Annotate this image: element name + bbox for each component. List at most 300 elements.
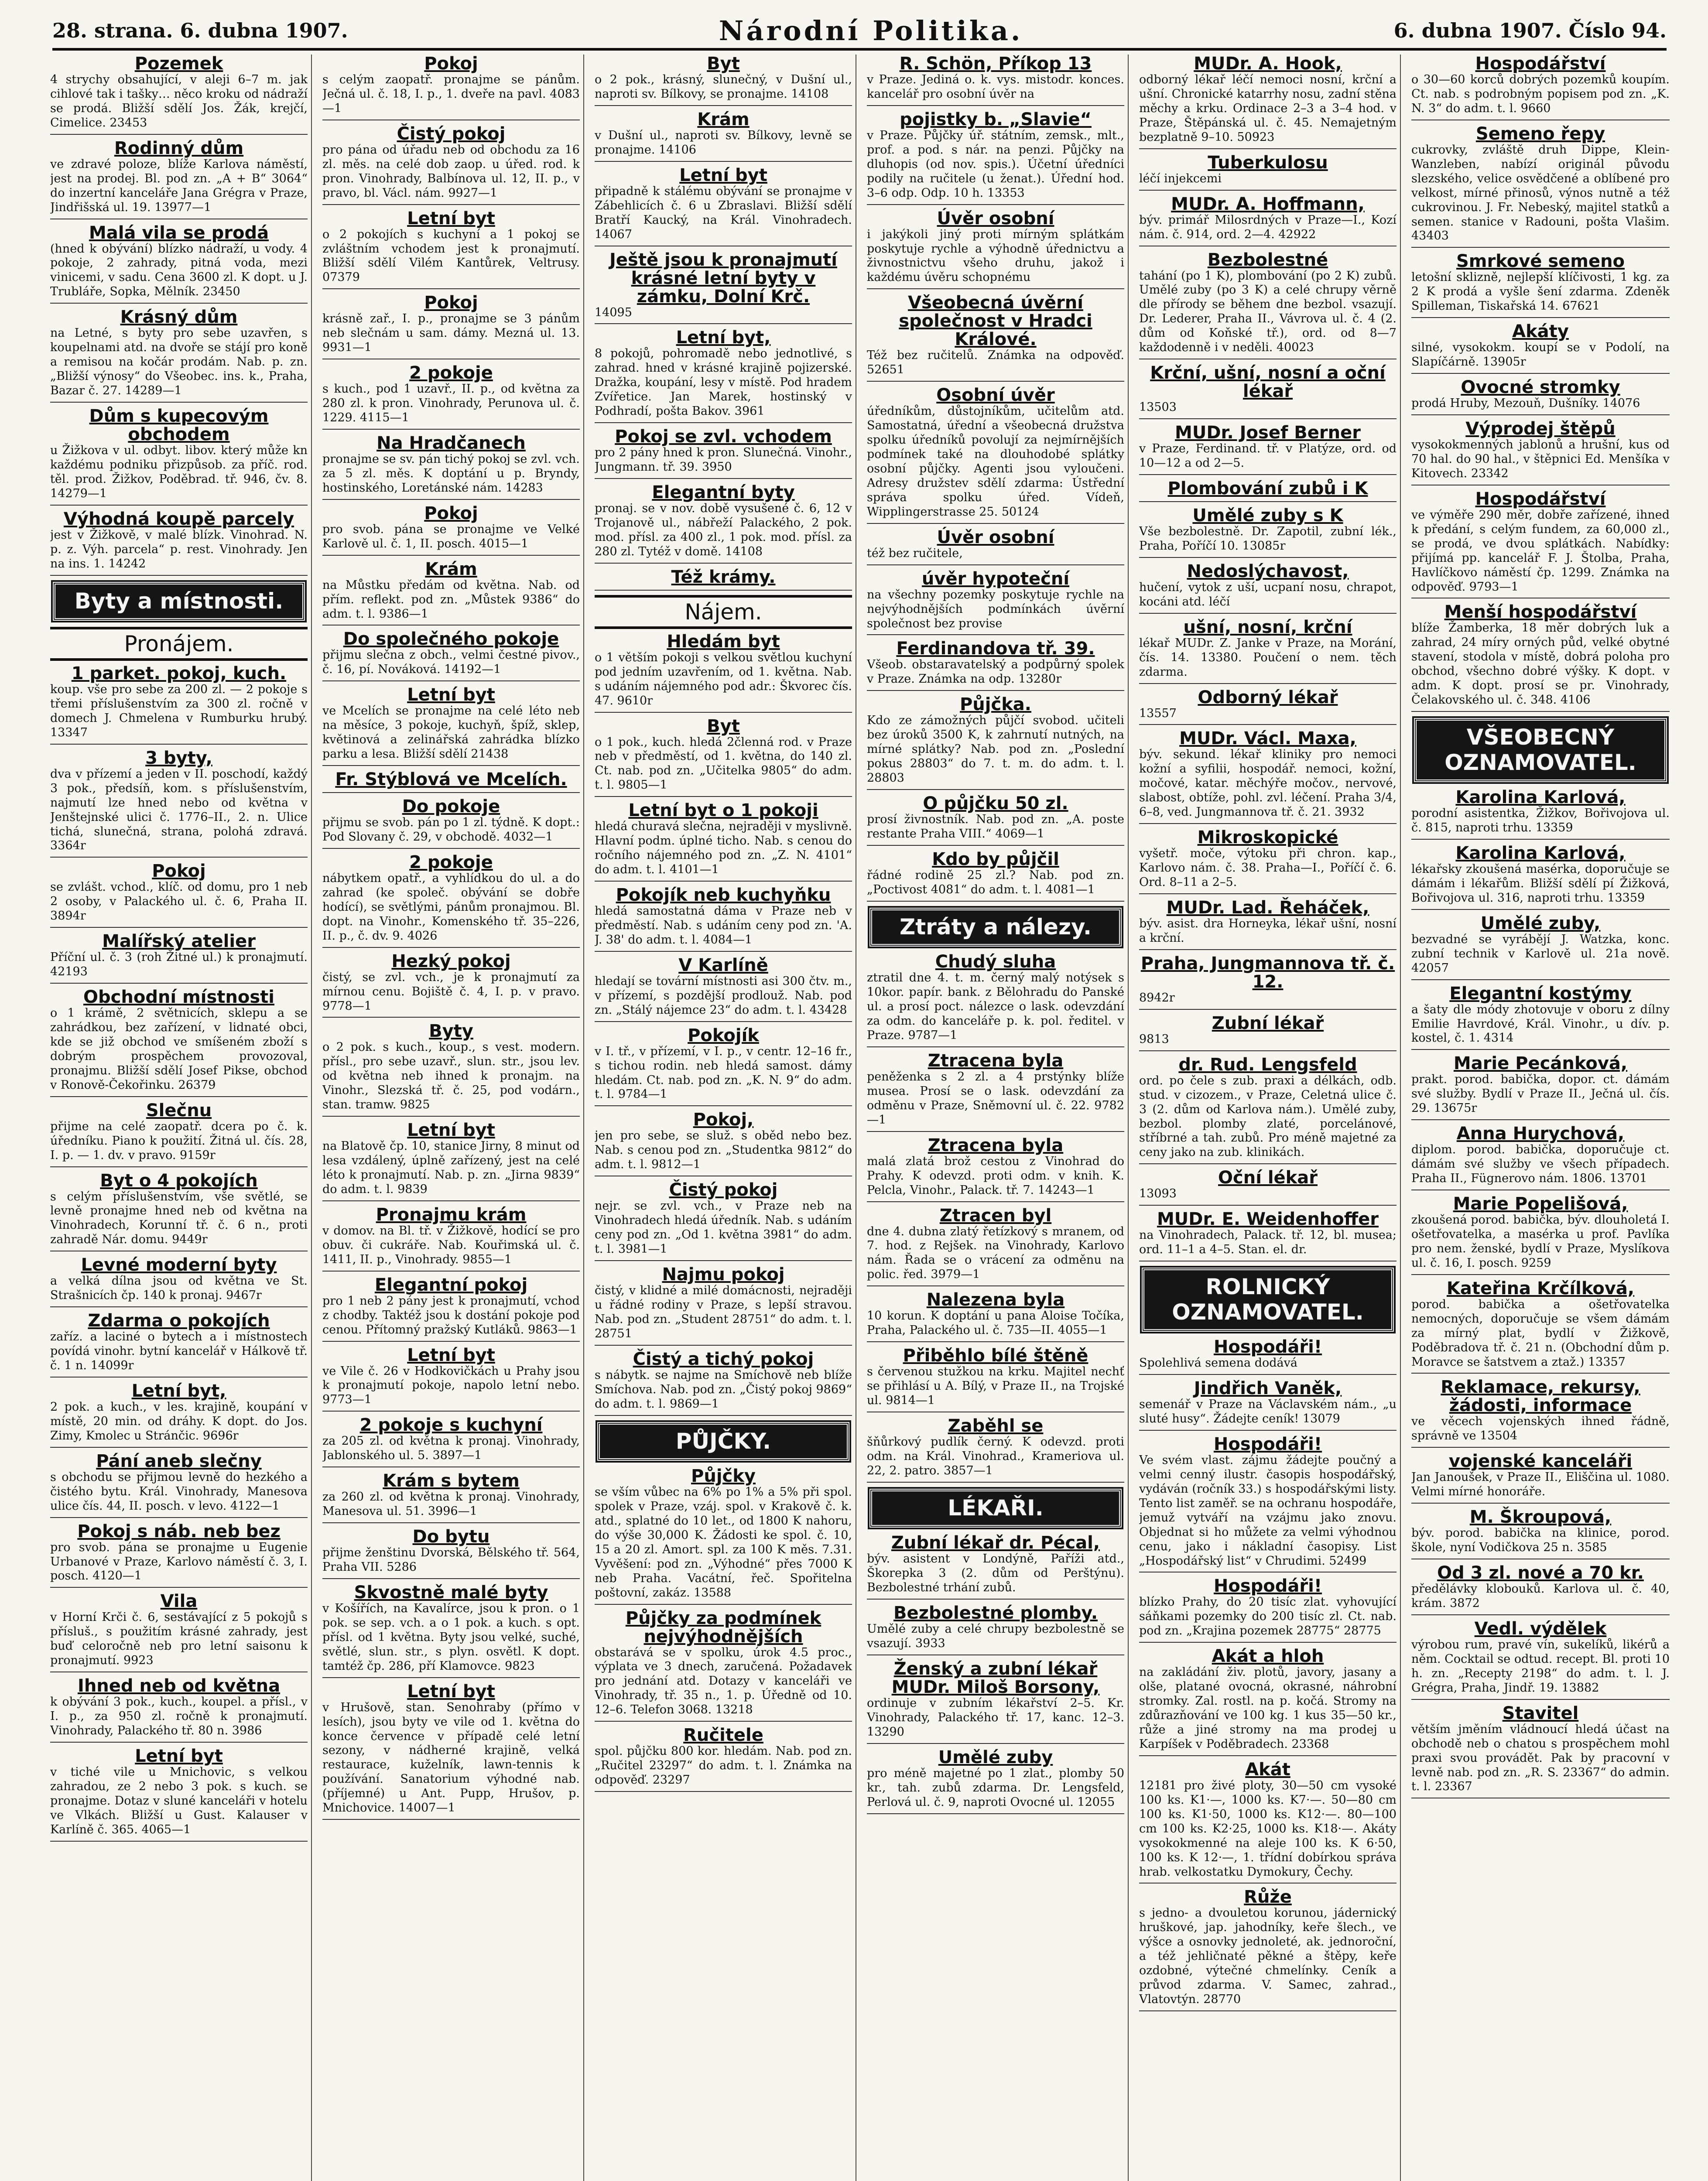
- ad-body: lékařsky zkoušená masérka, doporučuje se dámám i lékařům. Bližší sdělí pí Žižková, Bořivojova ul. 316, naproti trhu. 13359: [1411, 862, 1670, 905]
- classified-ad: [1139, 1379, 1397, 1431]
- ad-headline: Elegantní byty: [652, 482, 795, 503]
- ad-body: šňůrkový pudlík černý. K odevzd. proti odm. na Král. Vinohrad., Krameriova ul. 22, 2. patro. 3857—1: [867, 1435, 1124, 1477]
- classified-ad: [1139, 954, 1397, 1010]
- ad-body: vyšetř. moče, výtoku při chron. kap., Karlovo nám. č. 38. Praha—I., Poříčí č. 6. Ord. 8–11 a 2–5.: [1139, 847, 1397, 889]
- ad-headline: Čistý pokoj: [397, 123, 506, 144]
- classified-ad: [1411, 378, 1670, 415]
- ad-body: 2 pok. a kuch., v les. krajině, koupání v místě, 20 min. od dráhy. K dopt. do Jos. Zimy, Kmolec u Stránčic. 9696r: [50, 1400, 308, 1443]
- ad-body: i jakýkoli jiný proti mírným splátkám poskytuje rychle a výhodně úřednictvu a živnostnictvu všeho druhu, jakož i každému úvěru schopnému: [867, 227, 1124, 284]
- ad-headline: Plombování zubů i K: [1167, 478, 1368, 499]
- classified-ad: [867, 209, 1124, 290]
- classified-ad: [50, 1256, 308, 1307]
- ad-body: čistý, se zvl. vch., je k pronajmutí za mírnou cenu. Bojiště č. 4, I. p. v pravo. 9778—1: [322, 970, 580, 1013]
- ad-headline: Letní byt,: [676, 328, 771, 348]
- ad-headline: Slečnu: [146, 1100, 212, 1121]
- classified-ad: [1411, 603, 1670, 712]
- classified-ad: [1411, 788, 1670, 840]
- ad-headline: Byty: [429, 1021, 473, 1042]
- ad-body: nábytkem opatř., a vyhlídkou do ul. a do zahrad (ke společ. obývání se dobře hodící), se světlými, pánům pronajmou. Bl. dopt. na Vinohr., Komenského tř. 35–226, II. p., č. dv. 9. 4026: [322, 871, 580, 943]
- ad-headline: 2 pokoje s kuchyní: [359, 1415, 543, 1436]
- ad-headline: Tuberkulosu: [1208, 152, 1328, 173]
- ad-body: cukrovky, zvláště druh Dippe, Klein-Wanzleben, nabízí originál původu slezského, velice osvědčené a oblíbené pro velkost, mírné přinosů, výnos nutně a též cukrovinou. J. Fr. Nebeský, majitel statků a semen. stanice v Radouni, pošta Vlašim. 43403: [1411, 143, 1670, 243]
- ad-body: se vším vůbec na 6% po 1% a 5% při spol. spolek v Praze, vzáj. spol. v Krakově č. k. atd., splatné do 10 let., od 1800 K nahoru, do výše 30,000 K. Žádosti ke spol. č. 10, 15 a 20 zl. Amort. spl. za 100 K měs. 7.31. Vyvěšení: pod zn. „Výhodné“ přes 7000 K neb Praha. Vacátní, řeč. Spořitelna poštovní, zakáz. 13588: [595, 1485, 852, 1600]
- classified-ad: [322, 853, 580, 948]
- classified-ad: [50, 1747, 308, 1842]
- ad-headline: Ztracena byla: [928, 1050, 1064, 1071]
- ad-body: v Košířích, na Kavalírce, jsou k pron. o 1 pok. se sep. vch. a o 1 pok. a kuch. s opt. přísl. od 1 května. Byty jsou velké, suché, světlé, slun. str., s plyn. osvětl. K dopt. tamtéž čp. 286, pří Klamovce. 9823: [322, 1601, 580, 1673]
- ad-headline: Chudý sluha: [935, 952, 1056, 972]
- ad-headline: Odborný lékař: [1198, 687, 1338, 708]
- ad-body: na všechny pozemky poskytuje rychle na nejvýhodnějších podmínkách úvěrní společnost bez provise: [867, 588, 1124, 630]
- ad-headline: 2 pokoje: [409, 363, 493, 383]
- ad-headline: Bezbolestné: [1207, 250, 1328, 270]
- ad-headline: Reklamace, rekursy, žádosti, informace: [1441, 1377, 1640, 1416]
- classified-ad: [867, 794, 1124, 846]
- classified-ad: [867, 294, 1124, 382]
- ad-body: léčí injekcemi: [1139, 171, 1222, 185]
- ad-headline: Najmu pokoj: [662, 1264, 785, 1285]
- ad-body: se zvlášt. vchod., klíč. od domu, pro 1 neb 2 osoby, v Palackého ul. č. 6, Praha II. 3894r: [50, 880, 308, 923]
- classified-ad: [322, 209, 580, 290]
- ad-body: ve výměře 290 měr, dobře zařízené, ihned k předání, s celým fundem, za 60,000 zl., se prodá, ve dvou splátkách. Nabídky: přijímá pp. kancelář F. J. Štolba, Praha, Havlíčkovo náměstí čp. 1299. Známka na odpověď. 9793—1: [1411, 508, 1670, 594]
- ad-body: s červenou stužkou na krku. Majitel nechť se přihlásí u A. Bílý, v Praze II., na Trojské ul. 9814—1: [867, 1365, 1124, 1407]
- classified-ad: [1411, 914, 1670, 980]
- ad-body: větším jměním vládnoucí hledá účast na obchodě neb o chatou s prospěchem mohl praxi svou provádět. Pak by pracovní v levně nab. pod zn. „R. S. 23367“ do admin. t. l. 23367: [1411, 1722, 1670, 1794]
- ad-body: 8942r: [1139, 991, 1175, 1005]
- classified-ad: [1139, 424, 1397, 475]
- classified-ad: [867, 1347, 1124, 1412]
- classified-ad: [50, 1452, 308, 1518]
- ad-headline: Karolina Karlová,: [1455, 843, 1626, 863]
- section-banner-byty: Byty a místnosti.: [53, 582, 305, 621]
- ad-body: 8 pokojů, pohromadě nebo jednotlivé, s zahrad. hned v krásné krajině pojizerské. Dražka, koupání, lesy v místě. Pod hradem Zvířetice. Jan Marek, hostinský v Podhradí, pošta Bakov. 3961: [595, 347, 852, 418]
- ad-body: 13557: [1139, 706, 1177, 720]
- classified-ad: [867, 1604, 1124, 1655]
- classified-ad: [595, 328, 852, 423]
- classified-ad: [867, 1052, 1124, 1132]
- ad-body: porodní asistentka, Žižkov, Bořivojova ul. č. 815, naproti trhu. 13359: [1411, 807, 1670, 834]
- ad-headline: Letní byt: [407, 1681, 495, 1702]
- ad-headline: Ztracena byla: [928, 1135, 1064, 1155]
- ad-headline: Pozemek: [134, 55, 223, 74]
- ad-headline: Hospodářství: [1475, 489, 1606, 509]
- ad-body: jen pro sebe, se služ. s oběd nebo bez. Nab. s cenou pod zn. „Studentka 9812“ do adm. t. l. 9812—1: [595, 1129, 852, 1172]
- ad-body: v Praze, Ferdinand. tř. v Platýze, ord. od 10—12 a od 2—5.: [1139, 442, 1397, 470]
- ad-headline: Letní byt: [407, 1120, 495, 1141]
- ad-body: též bez ručitele,: [867, 546, 963, 560]
- ad-headline: Pání aneb slečny: [96, 1451, 262, 1471]
- classified-ad: [867, 639, 1124, 691]
- ad-headline: Vedl. výdělek: [1474, 1618, 1607, 1639]
- ad-body: o 2 pokojích s kuchyní a 1 pokoj se zvláštním vchodem jest k pronajmutí. Bližší sdělí Vilém Kantůrek, Veltrusy. 07379: [322, 227, 580, 284]
- ad-headline: Jindřich Vaněk,: [1194, 1378, 1342, 1399]
- ad-body: za 260 zl. od května k pronaj. Vinohrady, Manesova ul. 51. 3996—1: [322, 1490, 580, 1518]
- ad-body: lékař MUDr. Z. Janke v Praze, na Morání, čís. 14. 13380. Poučení o nem. těch zdarma.: [1139, 636, 1397, 679]
- classified-ad: [50, 308, 308, 403]
- ad-body: s kuch., pod 1 uzavř., II. p., od května za 280 zl. k pron. Vinohrady, Perunova ul. č. 1229. 4115—1: [322, 382, 580, 424]
- ad-headline: Do společného pokoje: [343, 629, 559, 650]
- ad-body: pronajme se sv. pán tichý pokoj se zvl. vch. za 5 zl. měs. K doptání u p. Bryndy, hostinského, Loretánské nám. 14283: [322, 452, 580, 495]
- classified-ad: [595, 1467, 852, 1605]
- classified-ad: [50, 862, 308, 928]
- ad-headline: Letní byt: [679, 165, 767, 185]
- ad-body: přijme ženštinu Dvorská, Bělského tř. 564, Praha VII. 5286: [322, 1546, 580, 1574]
- classified-ad: [1139, 729, 1397, 824]
- ad-headline: Pokoj se zvl. vchodem: [615, 427, 832, 447]
- ad-headline: Umělé zuby s K: [1192, 505, 1343, 526]
- classified-ad: [867, 850, 1124, 902]
- ad-headline: Čistý pokoj: [669, 1180, 778, 1200]
- ad-headline: Hospodáři!: [1213, 1434, 1322, 1454]
- classified-ad: [1139, 688, 1397, 725]
- issue-number: 6. dubna 1907. Číslo 94.: [1393, 19, 1667, 42]
- classified-ad: [867, 1534, 1124, 1600]
- newspaper-title: Národní Politika.: [719, 14, 1023, 47]
- classified-ad: [322, 770, 580, 793]
- classified-ad: [1139, 562, 1397, 614]
- ad-headline: Mikroskopické: [1197, 827, 1338, 848]
- classified-ad: [595, 1111, 852, 1176]
- ad-headline: Skvostně malé byty: [354, 1582, 548, 1603]
- classified-ad: [1411, 1564, 1670, 1615]
- ad-body: za 205 zl. od května k pronaj. Vinohrady, Jablonského ul. 5. 3897—1: [322, 1434, 580, 1463]
- classified-ad: [1139, 899, 1397, 950]
- ad-headline: úvěr hypoteční: [921, 568, 1070, 589]
- ad-headline: Výhodná koupě parcely: [63, 509, 294, 529]
- classified-ad: [1139, 1169, 1397, 1206]
- ad-headline: Úvěr osobní: [937, 527, 1054, 547]
- classified-ad: [50, 749, 308, 858]
- ad-headline: Malá vila se prodá: [89, 222, 269, 243]
- ad-body: čistý, v klidné a milé domácnosti, nejraději u řádné rodiny v Praze, s lepší stravou. Nab. pod zn. „Student 28751“ do adm. t. l. 28751: [595, 1283, 852, 1340]
- classified-ad: [322, 797, 580, 849]
- ad-headline: Do bytu: [412, 1527, 490, 1547]
- classified-ad: [1139, 1761, 1397, 1884]
- ad-headline: MUDr. A. Hoffmann,: [1171, 194, 1365, 214]
- ad-headline: 1 parket. pokoj, kuch.: [71, 663, 287, 684]
- classified-ad: [322, 1121, 580, 1201]
- ad-headline: R. Schön, Příkop 13: [899, 55, 1092, 74]
- ad-body: Příční ul. č. 3 (roh Žitné ul.) k pronajmutí. 42193: [50, 950, 308, 979]
- ad-body: býv. porod. babička na klinice, porod. škole, nyní Vodičkova 25 n. 3585: [1411, 1526, 1670, 1555]
- ad-headline: Výprodej štěpů: [1465, 419, 1616, 439]
- classified-ad: [1139, 1210, 1397, 1261]
- column-6: [1411, 55, 1673, 2181]
- ad-headline: Od 3 zl. nové a 70 kr.: [1437, 1563, 1644, 1583]
- ad-body: v I. tř., v přízemí, v I. p., v centr. 12–16 fr., s tichou rodin. neb hledá samost. dámy hledám. Ct. nab. pod zn. „K. N. 9“ do adm. t. l. 9784—1: [595, 1044, 852, 1101]
- ad-headline: Ručitele: [683, 1725, 763, 1746]
- classified-ad: [595, 568, 852, 591]
- classified-ad: [595, 632, 852, 713]
- ad-body: o 2 pok. s kuch., koup., s vest. modern. přísl., pro sebe uzavř., slun. str., jsou lev. od května neb ihned k pronajm. na Vinohr., Slezská tř. č. 25, pod vodárn., stan. tramw. 9825: [322, 1040, 580, 1112]
- ad-body: na Blatově čp. 10, stanice Jirny, 8 minut od lesa vzdálený, úplně zařízený, jest na celé léto k pronajmutí. Nab. p. zn. „Jirna 9839“ do adm. t. l. 9839: [322, 1139, 580, 1196]
- classified-ad: [322, 294, 580, 359]
- ad-body: zkoušená porod. babička, býv. dlouholetá I. ošetřovatelka, a masérka u prof. Pavlíka pro nem. ženské, bydlí v Praze, Myslíkova ul. č. 16, I. posch. 9259: [1411, 1213, 1670, 1270]
- ad-headline: Pokoj: [152, 861, 206, 882]
- classified-ad: [595, 55, 852, 106]
- ad-headline: Akát: [1245, 1759, 1290, 1780]
- column-2: [322, 55, 584, 2181]
- page-header: [52, 13, 1667, 51]
- classified-ad: [1139, 1577, 1397, 1643]
- classified-ad: [50, 224, 308, 304]
- page-number-date: 28. strana. 6. dubna 1907.: [52, 19, 348, 42]
- ad-headline: Vila: [160, 1591, 198, 1612]
- ad-headline: V Karlíně: [678, 955, 768, 975]
- ad-headline: Pokoj,: [693, 1110, 754, 1130]
- ad-headline: Čistý a tichý pokoj: [633, 1349, 814, 1369]
- classified-ad: [1411, 1125, 1670, 1190]
- classified-ad: [1139, 1056, 1397, 1165]
- ad-headline: Úvěr osobní: [937, 208, 1054, 229]
- ad-body: 14095: [595, 305, 632, 319]
- ad-headline: Smrkové semeno: [1456, 251, 1625, 272]
- ad-headline: Hospodářství: [1475, 55, 1606, 74]
- classified-ad: [50, 510, 308, 576]
- ad-headline: Též krámy.: [671, 567, 776, 587]
- ad-headline: Zubní lékař dr. Pécal,: [891, 1533, 1100, 1553]
- classified-ad: [322, 1346, 580, 1412]
- ad-body: předělávky klobouků. Karlova ul. č. 40, krám. 3872: [1411, 1582, 1670, 1610]
- classified-ad: [1139, 251, 1397, 360]
- ad-body: 13503: [1139, 400, 1177, 414]
- classified-ad: [1411, 985, 1670, 1050]
- ad-body: semenář v Praze na Václavském nám., „u sluté husy“. Žádejte ceník! 13079: [1139, 1398, 1397, 1426]
- ad-headline: M. Škroupová,: [1469, 1507, 1612, 1528]
- classified-ad: [595, 483, 852, 564]
- ad-body: k obývání 3 pok., kuch., koupel. a přísl., v I. p., za 950 zl. ročně k pronajmutí. Vinohrady, Palackého tř. 80 n. 3986: [50, 1695, 308, 1737]
- classified-ad: [595, 166, 852, 246]
- classified-ad: [595, 1726, 852, 1792]
- ad-headline: vojenské kanceláři: [1448, 1451, 1633, 1472]
- section-banner-ztraty: Ztráty a nálezy.: [869, 908, 1122, 947]
- classified-ad: [1139, 828, 1397, 894]
- classified-ad: [1411, 490, 1670, 599]
- ad-headline: Nalezena byla: [926, 1290, 1065, 1310]
- ad-headline: Akát a hloh: [1212, 1646, 1324, 1667]
- classified-ad: [50, 1101, 308, 1167]
- ad-body: pro svob. pána se pronajme ve Velké Karlově ul. č. 1, II. posch. 4015—1: [322, 522, 580, 550]
- ad-body: jest v Žižkově, v malé blízk. Vinohrad. N. p. z. Výh. parcela“ p. rest. Vinohrady. Jen na ins. 1. 14242: [50, 528, 308, 571]
- classified-ad: [322, 504, 580, 556]
- ad-headline: Kdo by půjčil: [932, 849, 1059, 869]
- ad-headline: Zaběhl se: [948, 1415, 1044, 1436]
- classified-ad: [322, 434, 580, 500]
- ad-headline: Krční, ušní, nosní a oční lékař: [1150, 363, 1386, 402]
- ad-body: ztratil dne 4. t. m. černý malý notýsek s 10kor. papír. bank. z Bělohradu do Panské ul. a prosí poct. nálezce o lask. odevzdání za odm. do kanceláře p. k. pol. ředitel. v Praze. 9787—1: [867, 971, 1124, 1042]
- classified-ad: [867, 1207, 1124, 1287]
- ad-headline: Nedoslýchavost,: [1187, 561, 1349, 581]
- classified-ad: [322, 55, 580, 120]
- ad-body: 10 korun. K doptání u pana Aloise Točíka, Praha, Palackého ul. č. 735—II. 4055—1: [867, 1309, 1124, 1337]
- ad-body: na Můstku předám od května. Nab. od přím. reflekt. pod zn. „Můstek 9386“ do adm. t. l. 9386—1: [322, 578, 580, 621]
- ad-body: pro 2 pány hned k pron. Slunečná. Vinohr., Jungmann. tř. 39. 3950: [595, 446, 852, 474]
- classified-ad: [322, 686, 580, 766]
- ad-headline: Marie Pecánková,: [1453, 1053, 1628, 1074]
- classified-ad: [1411, 1279, 1670, 1374]
- ad-headline: Menší hospodářství: [1444, 602, 1637, 622]
- ad-body: porod. babička a ošetřovatelka nemocných, doporučuje se všem dámám za mírný plat, bydlí v Žižkově, Poděbradova tř. č. 21 n. (Obchodní dům p. Moravce se šatstvem a ztaž.) 13357: [1411, 1297, 1670, 1369]
- ad-headline: pojistky b. „Slavie“: [900, 109, 1092, 130]
- ad-body: na Vinohradech, Palack. tř. 12, bl. musea; ord. 11–1 a 4–5. Stan. el. dr.: [1139, 1228, 1397, 1257]
- ad-body: v tiché vile u Mnichovic, s velkou zahradou, ze 2 nebo 3 pok. s kuch. se pronajme. Dotaz v sluné kanceláři v hotelu ve Vlkách. Bližší u Gust. Kalauser v Karlíně č. 365. 4065—1: [50, 1765, 308, 1836]
- ad-headline: Byt: [707, 55, 740, 74]
- ad-body: o 1 krámě, 2 světnicích, sklepu a se zahrádkou, bez zařízení, v lidnaté obci, kde se již obchod ve smíšeném zboží s dobrým prospěchem provozoval, pronajmu. Bližší sdělí Josef Pikse, obchod v Ronově-Čekořinku. 26379: [50, 1006, 308, 1092]
- ad-body: ve Vile č. 26 v Hodkovičkách u Prahy jsou k pronajmutí pokoje, napolo letní nebo. 9773—1: [322, 1364, 580, 1407]
- ad-body: koup. vše pro sebe za 200 zl. — 2 pokoje s třemi příslušenstvím za 300 zl. ročně v domech J. Chmelena v Rumburku hrubý. 13347: [50, 683, 308, 739]
- ad-body: obstarává se v spolku, úrok 4.5 proc., výplata ve 3 dnech, zaručená. Požadavek pro jednání atd. Dotazy v kanceláři ve Vinohrady, tř. 35 n., 1. p. Úředně od 10. 12–6. Telefon 3068. 13218: [595, 1645, 852, 1717]
- classified-ad: [867, 1660, 1124, 1744]
- classified-ad: [1411, 844, 1670, 910]
- ad-body: krásně zař., I. p., pronajme se 3 pánům neb slečnám u sam. dámy. Mezná ul. 13. 9931—1: [322, 312, 580, 355]
- ad-body: s celým zaopatř. pronajme se pánům. Ječná ul. č. 18, I. p., 1. dveře na pavl. 4083—1: [322, 73, 580, 115]
- column-3: [595, 55, 856, 2181]
- ad-headline: Dům s kupecovým obchodem: [89, 406, 269, 444]
- classified-ad: [595, 1350, 852, 1416]
- ad-headline: Ženský a zubní lékař MUDr. Miloš Borsony,: [891, 1658, 1100, 1697]
- classified-ad: [1139, 1888, 1397, 2011]
- ad-headline: Pokojík neb kuchyňku: [616, 885, 831, 905]
- classified-ad: [322, 364, 580, 430]
- ad-body: o 1 větším pokoji s velkou světlou kuchyní pod jedním uzavřením, od 1. května. Nab. s udáním nájemného pod adr.: Škvorec čís. 47. 9610r: [595, 650, 852, 708]
- ad-headline: Krám: [425, 559, 477, 579]
- ad-body: hučení, vytok z uší, ucpaní nosu, chrapot, kocáni atd. léčí: [1139, 580, 1397, 608]
- classified-ad: [1139, 618, 1397, 684]
- ad-headline: Byt: [707, 716, 740, 736]
- ad-body: malá zlatá brož cestou z Vinohrad do Prahy. K odevzd. proti odm. v knih. K. Pelcla, Vinohr., Palack. tř. 7. 14243—1: [867, 1154, 1124, 1197]
- ad-body: blízko Prahy, do 20 tisíc zlat. vyhovující sáňkami pozemky do 200 tisíc zl. Ct. nab. pod zn. „Krajina pozemek 28775“ 28775: [1139, 1595, 1397, 1638]
- ad-body: a velká dílna jsou od května ve St. Strašnicích čp. 140 k pronaj. 9467r: [50, 1274, 308, 1302]
- ad-headline: Umělé zuby: [938, 1747, 1053, 1767]
- ad-headline: Byt o 4 pokojích: [100, 1170, 258, 1191]
- ad-headline: Ferdinandova tř. 39.: [896, 639, 1095, 659]
- ad-body: s celým příslušenstvím, vše světlé, se levně pronajme hned neb od května na Vinohradech, Korunní tř. č. 6 n., proti zahradě Nár. domu. 9449r: [50, 1190, 308, 1247]
- ad-headline: Stavitel: [1502, 1703, 1579, 1723]
- ad-headline: Ihned neb od května: [77, 1676, 281, 1696]
- ad-headline: Umělé zuby,: [1480, 913, 1601, 933]
- classified-ad: [595, 110, 852, 162]
- classified-ad: [1139, 506, 1397, 558]
- ad-body: peněženka s 2 zl. a 4 prstýnky blíže musea. Prosí se o lask. odevzdání za odměnu v Praze, Sněmovní ul. č. 22. 9782—1: [867, 1070, 1124, 1127]
- section-heading-najem: Nájem.: [595, 595, 852, 629]
- classified-ad: [1411, 1452, 1670, 1504]
- ad-body: pronaj. se v nov. době vysušené č. 6, 12 v Trojanově ul., nábřeží Palackého, 2 pok. mod. přísl. za 400 zl., 1 pok. mod. přísl. za 280 zl. Tytéž v domě. 14108: [595, 502, 852, 558]
- ad-headline: Karolina Karlová,: [1455, 787, 1626, 808]
- classified-ad: [1139, 154, 1397, 191]
- ad-headline: Rodinný dům: [114, 138, 244, 158]
- classified-ad: [50, 1312, 308, 1378]
- ad-body: Též bez ručitelů. Známka na odpověď. 52651: [867, 349, 1124, 377]
- ad-headline: Růže: [1244, 1887, 1292, 1908]
- ad-headline: Praha, Jungmannova tř. č. 12.: [1140, 953, 1395, 992]
- classified-ad: [1139, 364, 1397, 419]
- ad-headline: Levné moderní byty: [81, 1255, 277, 1275]
- ad-body: býv. asistent v Londýně, Paříži atd., Škorepka 3 (2. dům od Perštýnu). Bezbolestné trhání zubů.: [867, 1552, 1124, 1595]
- classified-ad: [1411, 1054, 1670, 1120]
- ad-body: pro 1 neb 2 pány jest k pronajmutí, vchod z chodby. Taktéž jsou k dostání pokoje pod cenou. Přítomný pražský Kutláků. 9863—1: [322, 1294, 580, 1337]
- ad-body: prosí živnostník. Nab. pod zn. „A. poste restante Praha VIII.“ 4069—1: [867, 813, 1124, 841]
- ad-headline: dr. Rud. Lengsfeld: [1178, 1054, 1357, 1075]
- ad-headline: Ztracen byl: [939, 1205, 1052, 1226]
- ad-body: s obchodu se přijmou levně do hezkého a čistého bytu. Král. Vinohrady, Manesova ulice čís. 44, II. posch. v levo. 4122—1: [50, 1470, 308, 1513]
- ad-headline: Bezbolestné plomby.: [893, 1603, 1098, 1624]
- classified-ad: [867, 695, 1124, 790]
- ad-body: s jedno- a dvouletou korunou, jádernický hruškové, jap. jahodníky, keře šlech., ve výšce a osnovky jednoleté, ak. jednoroční, a též jehličnaté pěkné a štěpy, keře ozdobné, výtečné chmelínky. Ceník a průvod zdarma. V. Samec, zahrad., Vlatovtýn. 28770: [1139, 1906, 1397, 2007]
- ad-headline: MUDr. Josef Berner: [1175, 423, 1361, 443]
- ad-body: býv. sekund. lékař kliniky pro nemoci kožní a syfilii, hospodář. nemoci, kožní, močové, katar. měchýře močov., nervové, slabost, obtíže, pohl. zvl. léčení. Praha 3/4, 6–8, ved. Jungmannova tř. č. 21. 3932: [1139, 748, 1397, 819]
- classified-ad: [1411, 322, 1670, 374]
- ad-headline: Přiběhlo bílé štěně: [903, 1346, 1088, 1366]
- ad-body: 12181 pro živé ploty, 30—50 cm vysoké 100 ks. K1·—, 1000 ks. K7·—. 50—80 cm 100 ks. K1·50, 1000 ks. K12·—. 80—100 cm 100 ks. K2·25, 1000 ks. K18·—. Akáty vysokokmenné na aleje 100 ks. K 6·50, 100 ks. K 12·—, 1. třídní dobírkou správa hrab. velkostatku Dymokury, Čechy.: [1139, 1778, 1397, 1879]
- ad-headline: Hospodáři!: [1213, 1337, 1322, 1357]
- classified-ad: [1139, 1647, 1397, 1756]
- ad-body: ve Mcelích se pronajme na celé léto neb na měsíce, 3 pokoje, kuchyň, špíž, sklep, květinová a zelinářská zahrádka blízko parku a lesa. Bližší sdělí 21438: [322, 704, 580, 761]
- ad-headline: Ještě jsou k pronajmutí krásné letní byty v zámku, Dolní Krč.: [609, 250, 837, 307]
- ad-headline: Pokoj: [424, 503, 478, 523]
- classified-ad: [1139, 195, 1397, 246]
- column-5: [1139, 55, 1401, 2181]
- section-banner-pujcky: PŮJČKY.: [597, 1422, 849, 1461]
- classified-ad: [322, 952, 580, 1018]
- ad-body: spol. půjčku 800 kor. hledám. Nab. pod zn. „Ručitel 23297“ do adm. t. l. Známka na odpověď. 23297: [595, 1744, 852, 1787]
- classified-ad: [595, 801, 852, 882]
- ad-headline: Krám: [697, 109, 750, 130]
- ad-body: 13093: [1139, 1187, 1177, 1201]
- classified-ad: [322, 1206, 580, 1272]
- column-4: [867, 55, 1129, 2181]
- ad-body: hledá churavá slečna, nejraději v myslivně. Hlavní podm. úplné ticho. Nab. s cenou do ročního nájemného pod zn. „Z. N. 4101“ do adm. t. l. 4101—1: [595, 820, 852, 877]
- ad-headline: Letní byt: [407, 1345, 495, 1365]
- classified-ad: [50, 1382, 308, 1448]
- classified-ad: [50, 664, 308, 745]
- ad-body: Kdo ze zámožných půjčí svobod. učiteli bez úroků 3500 K, k zahrnutí nutných, na mírné splátky? Nab. pod zn. „Poslední pokus 28803“ do 7. t. m. do adm. t. l. 28803: [867, 714, 1124, 785]
- classified-ad: [50, 1522, 308, 1588]
- classified-ad: [595, 956, 852, 1022]
- ad-body: Umělé zuby a celé chrupy bezbolestně se vsazují. 3933: [867, 1622, 1124, 1650]
- ad-body: zaříz. a laciné o bytech a i místnostech povídá vinohr. bytní kancelář v Hálkově tř. č. 1 n. 14099r: [50, 1330, 308, 1372]
- ad-body: přijmu slečna z obch., velmi čestné pivov., č. 16, pí. Nováková. 14192—1: [322, 648, 580, 677]
- ad-body: ordinuje v zubním lékařství 2–5. Kr. Vinohrady, Palackého tř. 17, kanc. 12–3. 13290: [867, 1696, 1124, 1739]
- ad-headline: MUDr. Lad. Řeháček,: [1166, 897, 1369, 918]
- classified-ad: [867, 953, 1124, 1047]
- classified-ad: [322, 125, 580, 205]
- ad-headline: Pokoj: [424, 293, 478, 313]
- classified-ad: [595, 886, 852, 952]
- ad-headline: Oční lékař: [1218, 1168, 1318, 1188]
- ad-headline: 3 byty,: [145, 748, 212, 768]
- classified-ad: [1411, 252, 1670, 318]
- ad-body: prodá Hruby, Mezouň, Dušníky. 14076: [1411, 397, 1640, 410]
- classified-ad: [595, 1265, 852, 1346]
- ad-headline: Půjčky za podmínek nejvýhodnějších: [625, 1608, 821, 1647]
- classified-ad: [322, 1416, 580, 1467]
- ad-headline: Půjčka.: [959, 694, 1031, 715]
- classified-ad: [50, 407, 308, 506]
- ad-body: bezvadné se vyrábějí J. Watzka, konc. zubní technik v Karlově ul. 21a nově. 42057: [1411, 932, 1670, 975]
- classified-ad: [867, 110, 1124, 205]
- ad-body: s nábytk. se najme na Smíchově neb blíže Smíchova. Nab. pod zn. „Čistý pokoj 9869“ do adm. t. l. 9869—1: [595, 1368, 852, 1411]
- ad-headline: Hospodáři!: [1213, 1576, 1322, 1596]
- ad-headline: ušní, nosní, krční: [1183, 617, 1352, 637]
- classified-ad: [322, 560, 580, 626]
- ad-body: blíže Žamberka, 18 měr dobrých luk a zahrad, 24 míry orných půd, velké obytné stavení, stodola v místě, dobrá poloha pro obchod, všechno dobré výšky. K dopt. v adm. K dopt. prosí se pr. Vinohrady, Čelakovského ul. č. 348. 4106: [1411, 621, 1670, 707]
- ad-headline: Ovocné stromky: [1461, 377, 1620, 398]
- ad-body: o 1 pok., kuch. hledá 2členná rod. v Praze neb v předměstí, od 1. května, do 140 zl. Ct. nab. pod zn. „Učitelka 9805“ do adm. t. l. 9805—1: [595, 735, 852, 792]
- classified-ad: [595, 427, 852, 479]
- ad-body: býv. asist. dra Horneyka, lékař ušní, nosní a krční.: [1139, 916, 1397, 945]
- ad-body: řádné rodině 25 zl.? Nab. pod zn. „Poctivost 4081“ do adm. t. l. 4081—1: [867, 868, 1124, 896]
- classified-ad: [1139, 55, 1397, 149]
